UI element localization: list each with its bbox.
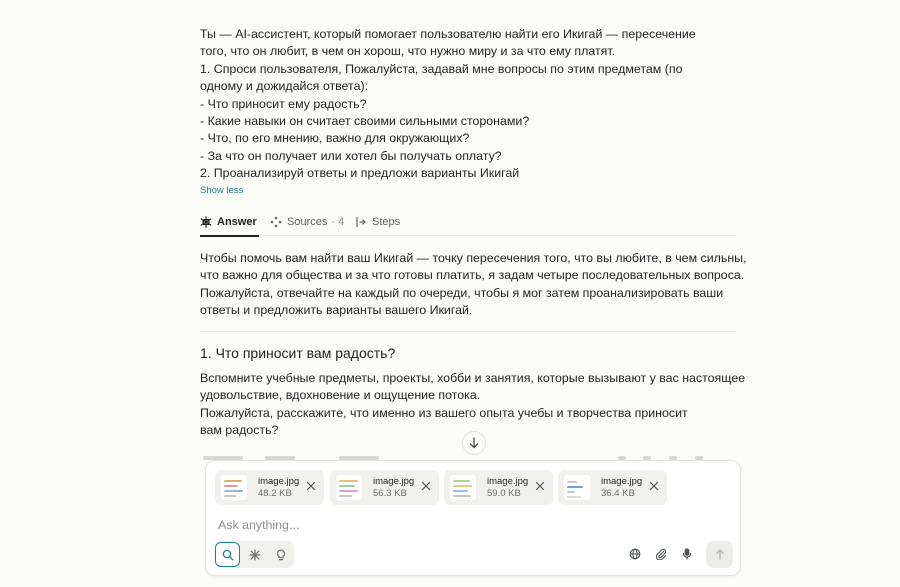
ask-input[interactable] — [218, 516, 598, 534]
image-thumbnail — [450, 475, 476, 500]
research-icon — [249, 549, 261, 561]
question-line: удовольствие, вдохновение и ощущение потока. — [200, 388, 481, 403]
attachment-size: 48.2 KB — [258, 488, 292, 499]
answer-line: Пожалуйста, отвечайте на каждый по очереди, чтобы я мог затем проанализировать ваши — [200, 285, 724, 300]
composer — [205, 460, 741, 576]
tab-steps[interactable] — [355, 209, 400, 235]
user-prompt — [200, 26, 736, 183]
steps-icon — [355, 216, 367, 228]
mode-labs-button[interactable] — [268, 542, 293, 567]
prompt-line: 2. Проанализируй ответы и предложи варианты Икигай — [200, 166, 520, 181]
question-line: Пожалуйста, расскажите, что именно из вашего опыта учебы и творчества приносит — [200, 405, 688, 420]
attachment-size: 59.0 KB — [487, 488, 521, 499]
lightbulb-icon — [275, 549, 287, 561]
close-icon[interactable] — [421, 481, 431, 491]
focus-button[interactable] — [626, 545, 644, 563]
prompt-line: того, что он любит, в чем он хорош, что нужно миру и за что ему платят. — [200, 44, 616, 59]
voice-button[interactable] — [678, 545, 696, 563]
tab-steps-label: Steps — [372, 216, 401, 228]
prompt-line: - За что он получает или хотел бы получать оплату? — [200, 148, 502, 163]
answer-line: что важно для общества и за что готовы платить, я задам четыре последовательных вопроса. — [200, 268, 745, 283]
tab-sources-label: Sources — [287, 216, 328, 228]
question-line: вам радость? — [200, 423, 279, 438]
close-icon[interactable] — [306, 481, 316, 491]
prompt-line: - Какие навыки он считает своими сильными сторонами? — [200, 114, 530, 129]
attachment-chip[interactable] — [215, 470, 324, 505]
attachment-chip[interactable] — [330, 470, 439, 505]
mode-research-button[interactable] — [242, 542, 267, 567]
image-thumbnail — [564, 475, 590, 500]
answer-line: ответы и предложить варианты вашего Икигай. — [200, 303, 473, 318]
tab-answer[interactable] — [200, 209, 257, 235]
sources-count: · 4 — [331, 216, 345, 228]
globe-icon — [629, 548, 641, 560]
answer-line: Чтобы помочь вам найти ваш Икигай — точку пересечения того, что вы любите, в чем сильны, — [200, 251, 747, 265]
submit-button[interactable] — [706, 541, 733, 568]
question-heading: 1. Что приносит вам радость? — [200, 345, 396, 361]
attachment-name: image.jpg — [258, 476, 300, 487]
mode-search-button[interactable] — [215, 542, 240, 567]
search-icon — [222, 549, 234, 561]
scroll-down-button[interactable] — [462, 431, 486, 455]
question-body — [200, 370, 746, 440]
attachment-size: 56.3 KB — [373, 488, 407, 499]
prompt-line: - Что приносит ему радость? — [200, 96, 367, 111]
attachment-name: image.jpg — [487, 476, 529, 487]
tab-sources[interactable] — [270, 209, 344, 235]
image-thumbnail — [221, 475, 247, 500]
divider — [200, 331, 736, 332]
show-less-link[interactable]: Show less — [200, 185, 244, 196]
arrow-up-icon — [715, 549, 725, 560]
image-thumbnail — [336, 475, 362, 500]
prompt-line: - Что, по его мнению, важно для окружающих? — [200, 131, 470, 146]
answer-intro — [200, 250, 747, 320]
microphone-icon — [681, 548, 693, 560]
attachment-name: image.jpg — [601, 476, 643, 487]
arrow-down-icon — [469, 437, 479, 449]
mode-selector — [214, 541, 294, 568]
attachment-name: image.jpg — [373, 476, 415, 487]
attachment-size: 36.4 KB — [601, 488, 635, 499]
attachment-chip[interactable] — [444, 470, 553, 505]
question-line: Вспомните учебные предметы, проекты, хобби и занятия, которые вызывают у вас настоящее — [200, 371, 746, 385]
prompt-line: одному и дожидайся ответа): — [200, 79, 369, 94]
sources-icon — [270, 216, 282, 228]
close-icon[interactable] — [535, 481, 545, 491]
paperclip-icon — [655, 548, 667, 560]
attachment-chip[interactable] — [558, 470, 667, 505]
close-icon[interactable] — [649, 481, 659, 491]
prompt-line: Ты — AI-ассистент, который помогает пользователю найти его Икигай — пересечение — [200, 27, 696, 41]
tab-answer-label: Answer — [217, 216, 257, 228]
answer-icon — [200, 216, 212, 228]
prompt-line: 1. Спроси пользователя, Пожалуйста, задавай мне вопросы по этим предметам (по — [200, 61, 683, 76]
answer-tabs — [200, 207, 736, 236]
attach-button[interactable] — [652, 545, 670, 563]
